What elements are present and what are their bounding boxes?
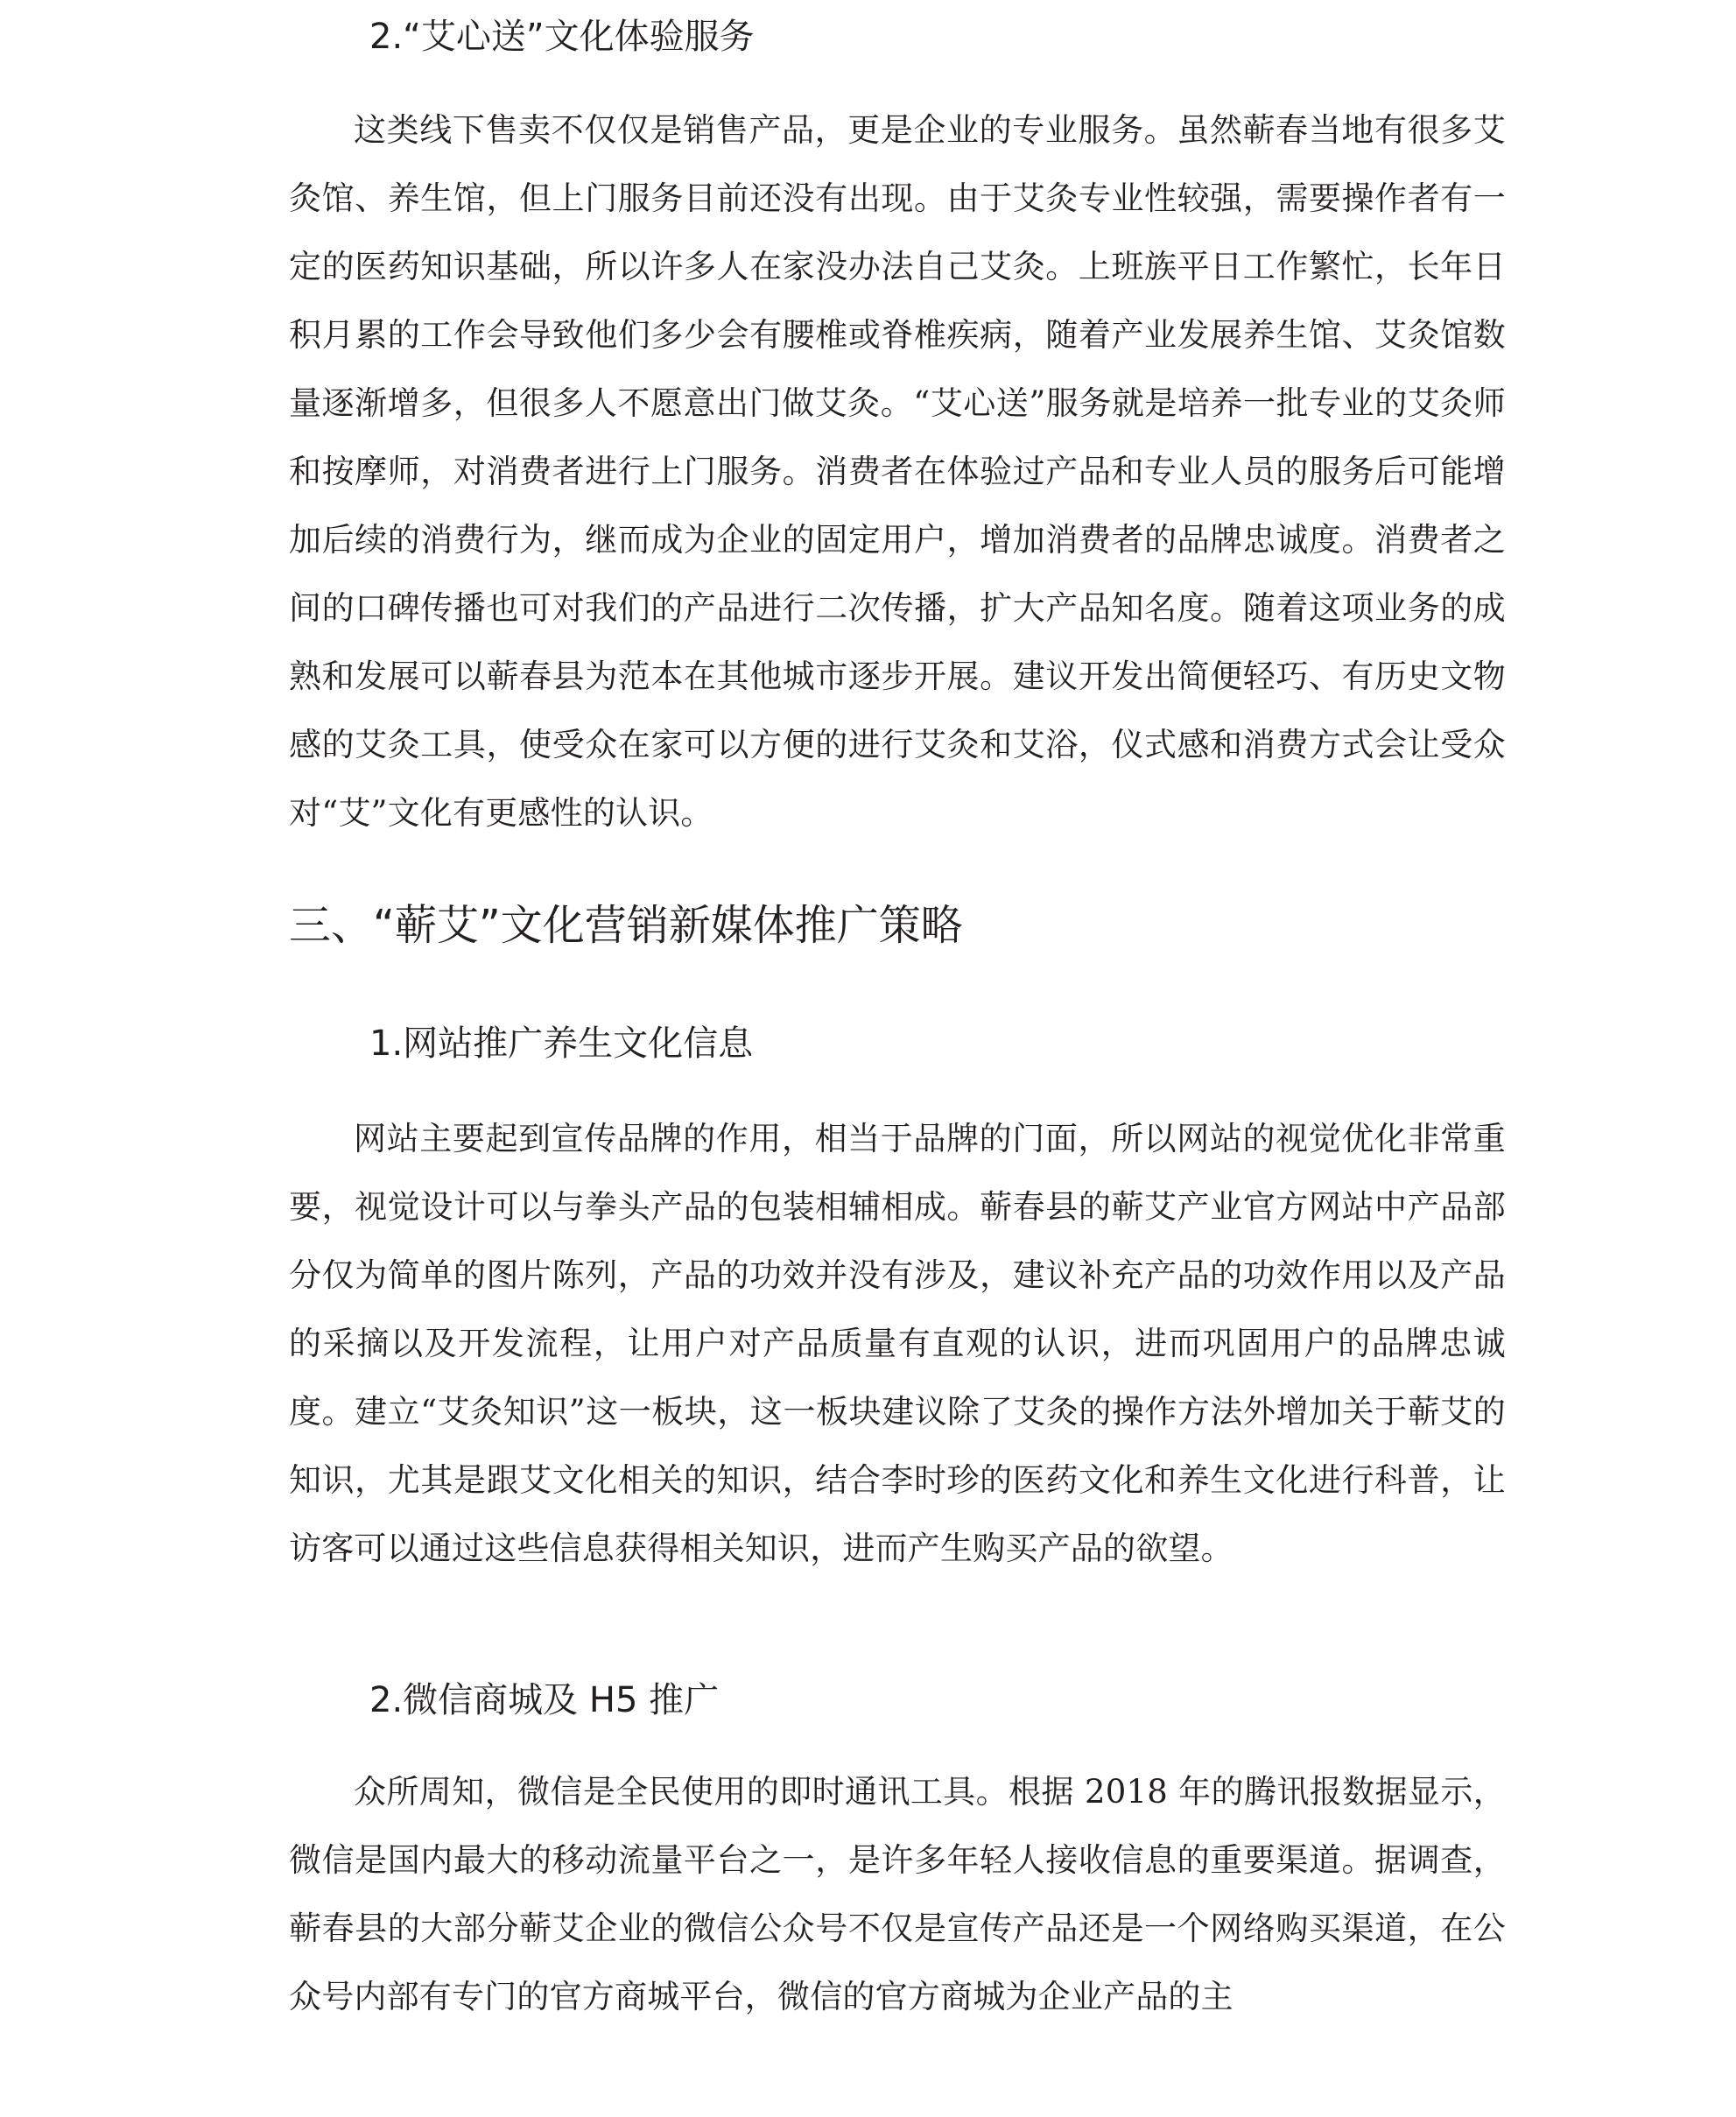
subheading-aixinsong-service: 2.“艾心送”文化体验服务 (369, 17, 755, 57)
paragraph-aixinsong-service: 这类线下售卖不仅仅是销售产品，更是企业的专业服务。虽然蕲春当地有很多艾灸馆、养生馆，但上门服务目前还没有出现。由于艾灸专业性较强，需要操作者有一定的医药知识基础，所以许多人在家没办法自己艾灸。上班族平日工作繁忙，长年日积月累的工作会导致他们多少会有腰椎或脊椎疾病，随着产业发展养生馆、艾灸馆数量逐渐增多，但很多人不愿意出门做艾灸。“艾心送”服务就是培养一批专业的艾灸师和按摩师，对消费者进行上门服务。消费者在体验过产品和专业人员的服务后可能增加后续的消费行为，继而成为企业的固定用户，增加消费者的品牌忠诚度。消费者之间的口碑传播也可对我们的产品进行二次传播，扩大产品知名度。随着这项业务的成熟和发展可以蕲春县为范本在其他城市逐步开展。建议开发出简便轻巧、有历史文物感的艾灸工具，使受众在家可以方便的进行艾灸和艾浴，仪式感和消费方式会让受众对“艾”文化有更感性的认识。 (289, 111, 1506, 832)
subheading-wechat-h5-promotion: 2.微信商城及 H5 推广 (369, 1680, 720, 1720)
subheading-website-promotion: 1.网站推广养生文化信息 (369, 1023, 754, 1064)
paragraph-website-promotion: 网站主要起到宣传品牌的作用，相当于品牌的门面，所以网站的视觉优化非常重要，视觉设计可以与拳头产品的包装相辅相成。蕲春县的蕲艾产业官方网站中产品部分仅为简单的图片陈列，产品的功效并没有涉及，建议补充产品的功效作用以及产品的采摘以及开发流程，让用户对产品质量有直观的认识，进而巩固用户的品牌忠诚度。建立“艾灸知识”这一板块，这一板块建议除了艾灸的操作方法外增加关于蕲艾的知识，尤其是跟艾文化相关的知识，结合李时珍的医药文化和养生文化进行科普，让访客可以通过这些信息获得相关知识，进而产生购买产品的欲望。 (289, 1120, 1506, 1567)
paragraph-wechat-h5-promotion: 众所周知，微信是全民使用的即时通讯工具。根据 2018 年的腾讯报数据显示，微信是国内最大的移动流量平台之一，是许多年轻人接收信息的重要渠道。据调查，蕲春县的大部分蕲艾企业的微信公众号不仅是宣传产品还是一个网络购买渠道，在公众号内部有专门的官方商城平台，微信的官方商城为企业产品的主 (289, 1773, 1506, 2015)
section-heading-new-media-strategy: 三、“蕲艾”文化营销新媒体推广策略 (289, 901, 963, 950)
